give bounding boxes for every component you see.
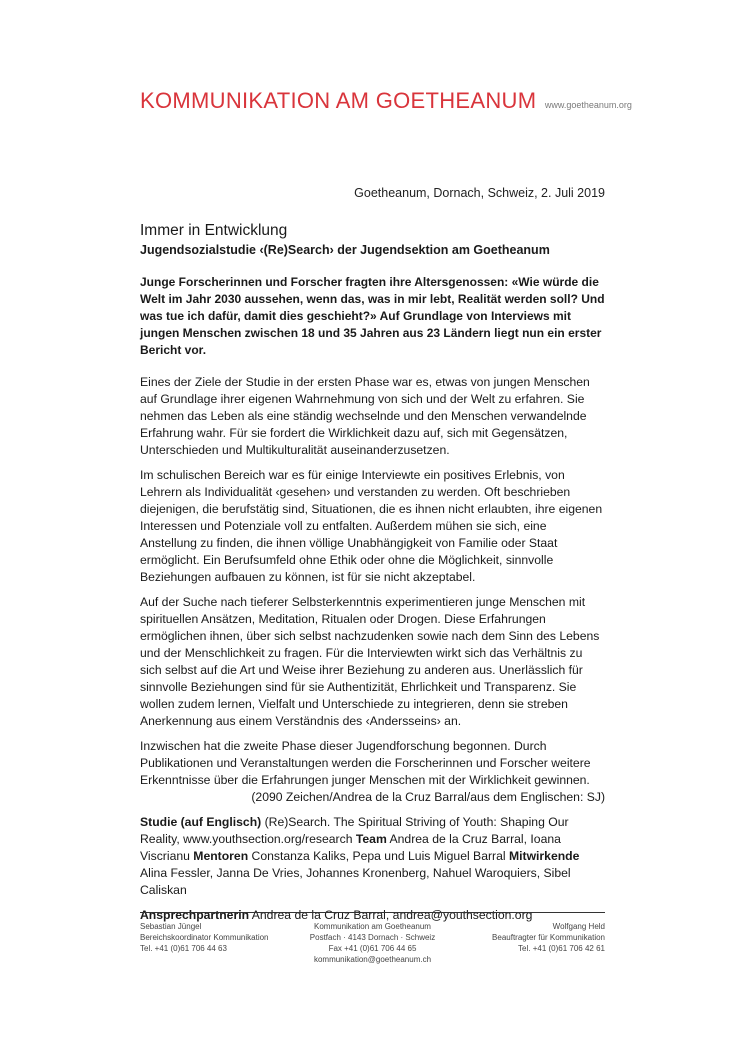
character-count-credit: (2090 Zeichen/Andrea de la Cruz Barral/aus dem Englischen: SJ) xyxy=(251,790,605,804)
article-title: Immer in Entwicklung xyxy=(140,222,288,239)
paragraph-2: Im schulischen Bereich war es für einige Interviewte ein positives Erlebnis, von Lehrern als Individualität ‹gesehen› und verstanden zu werden. Oft beschrieben diejenigen, die berufstätig sind, Situationen, die es ihnen nicht erlaubten, ihre eigenen Interessen und Potenziale voll zu entfalten. Außerdem mühen sie sich, eine Anstellung zu finden, die ihnen völlige Unabhängigkeit von Familie oder Staat ermöglicht. Ein Berufsumfeld ohne Ethik oder ohne die Möglichkeit, sinnvolle Beziehungen aufbauen zu können, ist für sie nicht akzeptabel. xyxy=(140,468,603,584)
footer-left-line: Tel. +41 (0)61 706 44 63 xyxy=(140,944,227,953)
study-info xyxy=(140,814,605,899)
footer-right-line: Tel. +41 (0)61 706 42 61 xyxy=(518,944,605,953)
footer-contact-right xyxy=(492,921,605,954)
article-subtitle: Jugendsozialstudie ‹(Re)Search› der Jugendsektion am Goetheanum xyxy=(140,243,550,257)
footer-right-line: Beauftragter für Kommunikation xyxy=(492,933,605,942)
brand-title: KOMMUNIKATION AM GOETHEANUM xyxy=(140,88,537,113)
footer-contact-middle xyxy=(290,921,455,965)
study-text: (Re)Search. The Spiritual Striving of Youth: Shaping Our Reality, www.youthsection.org/research xyxy=(140,815,569,846)
contributors-label: Mitwirkende xyxy=(508,849,580,863)
footer-right-line: Wolfgang Held xyxy=(552,922,605,931)
footer-contact-left xyxy=(140,921,269,954)
footer-left-line: Sebastian Jüngel xyxy=(140,922,202,931)
team-label: Team xyxy=(355,832,387,846)
footer-middle-line: Fax +41 (0)61 706 44 65 xyxy=(328,944,417,953)
footer-left-line: Bereichskoordinator Kommunikation xyxy=(140,933,269,942)
paragraph-4: Inzwischen hat die zweite Phase dieser Jugendforschung begonnen. Durch Publikationen und Veranstaltungen werden die Forscherinnen und Forscher weitere Erkenntnisse über die Erfahrungen junger Menschen mit der Wirklichkeit gewinnen. xyxy=(140,739,591,787)
contact-text: Andrea de la Cruz Barral, andrea@youthsection.org xyxy=(249,908,533,922)
website-url[interactable]: www.goetheanum.org xyxy=(544,100,632,110)
masthead xyxy=(140,88,632,114)
paragraph-3: Auf der Suche nach tieferer Selbsterkenntnis experimentieren junge Menschen mit spirituellen Ansätzen, Meditation, Ritualen oder Drogen. Diese Erfahrungen ermöglichen ihnen, über sich selbst nachzudenken sowie nach dem Sinn des Lebens und der Menschlichkeit zu fragen. Für die Interviewten wirkt sich das Verhältnis zu sich selbst auf die Art und Weise ihrer Beziehung zu anderen aus. Unerlässlich für sinnvolle Beziehungen sind für sie Authentizität, Ehrlichkeit und Transparenz. Sie wollen zudem lernen, Vielfalt und Unterschiede zu integrieren, denn sie streben Anerkennung aus einem Verständnis des ‹Andersseins› an. xyxy=(140,595,600,728)
footer-middle-line: Postfach · 4143 Dornach · Schweiz xyxy=(309,933,436,942)
mentors-label: Mentoren xyxy=(193,849,249,863)
footer-email[interactable]: kommunikation@goetheanum.ch xyxy=(313,955,432,964)
article-body xyxy=(140,221,605,932)
footer-middle-line: Kommunikation am Goetheanum xyxy=(314,922,431,931)
paragraph-1: Eines der Ziele der Studie in der ersten Phase war es, etwas von jungen Menschen auf Grundlage ihrer eigenen Wahrnehmung von sich und der Welt zu erfahren. Sie nehmen das Leben als eine ständig wechselnde und den Menschen verwandelnde Erfahrung wahr. Für sie fordert die Wirklichkeit dazu auf, sich mit Gegensätzen, Unterschieden und Multikulturalität auseinanderzusetzen. xyxy=(140,375,590,457)
contributors-text: Alina Fessler, Janna De Vries, Johannes Kronenberg, Nahuel Waroquiers, Sibel Caliskan xyxy=(140,866,571,897)
dateline: Goetheanum, Dornach, Schweiz, 2. Juli 2019 xyxy=(354,186,605,200)
study-label: Studie (auf Englisch) xyxy=(140,815,262,829)
article-lead: Junge Forscherinnen und Forscher fragten ihre Altersgenossen: «Wie würde die Welt im Jahr 2030 aussehen, wenn das, was in mir lebt, Realität werden soll? Und was tue ich dafür, damit dies geschieht?» Auf Grundlage von Interviews mit jungen Menschen zwischen 18 und 35 Jahren aus 23 Ländern liegt nun ein erster Bericht vor. xyxy=(140,275,605,357)
contact-label: Ansprechpartnerin xyxy=(140,908,250,922)
mentors-text: Constanza Kaliks, Pepa und Luis Miguel Barral xyxy=(248,849,509,863)
footer-divider xyxy=(140,912,605,913)
team-text: Andrea de la Cruz Barral, Ioana Viscrianu xyxy=(140,832,561,863)
